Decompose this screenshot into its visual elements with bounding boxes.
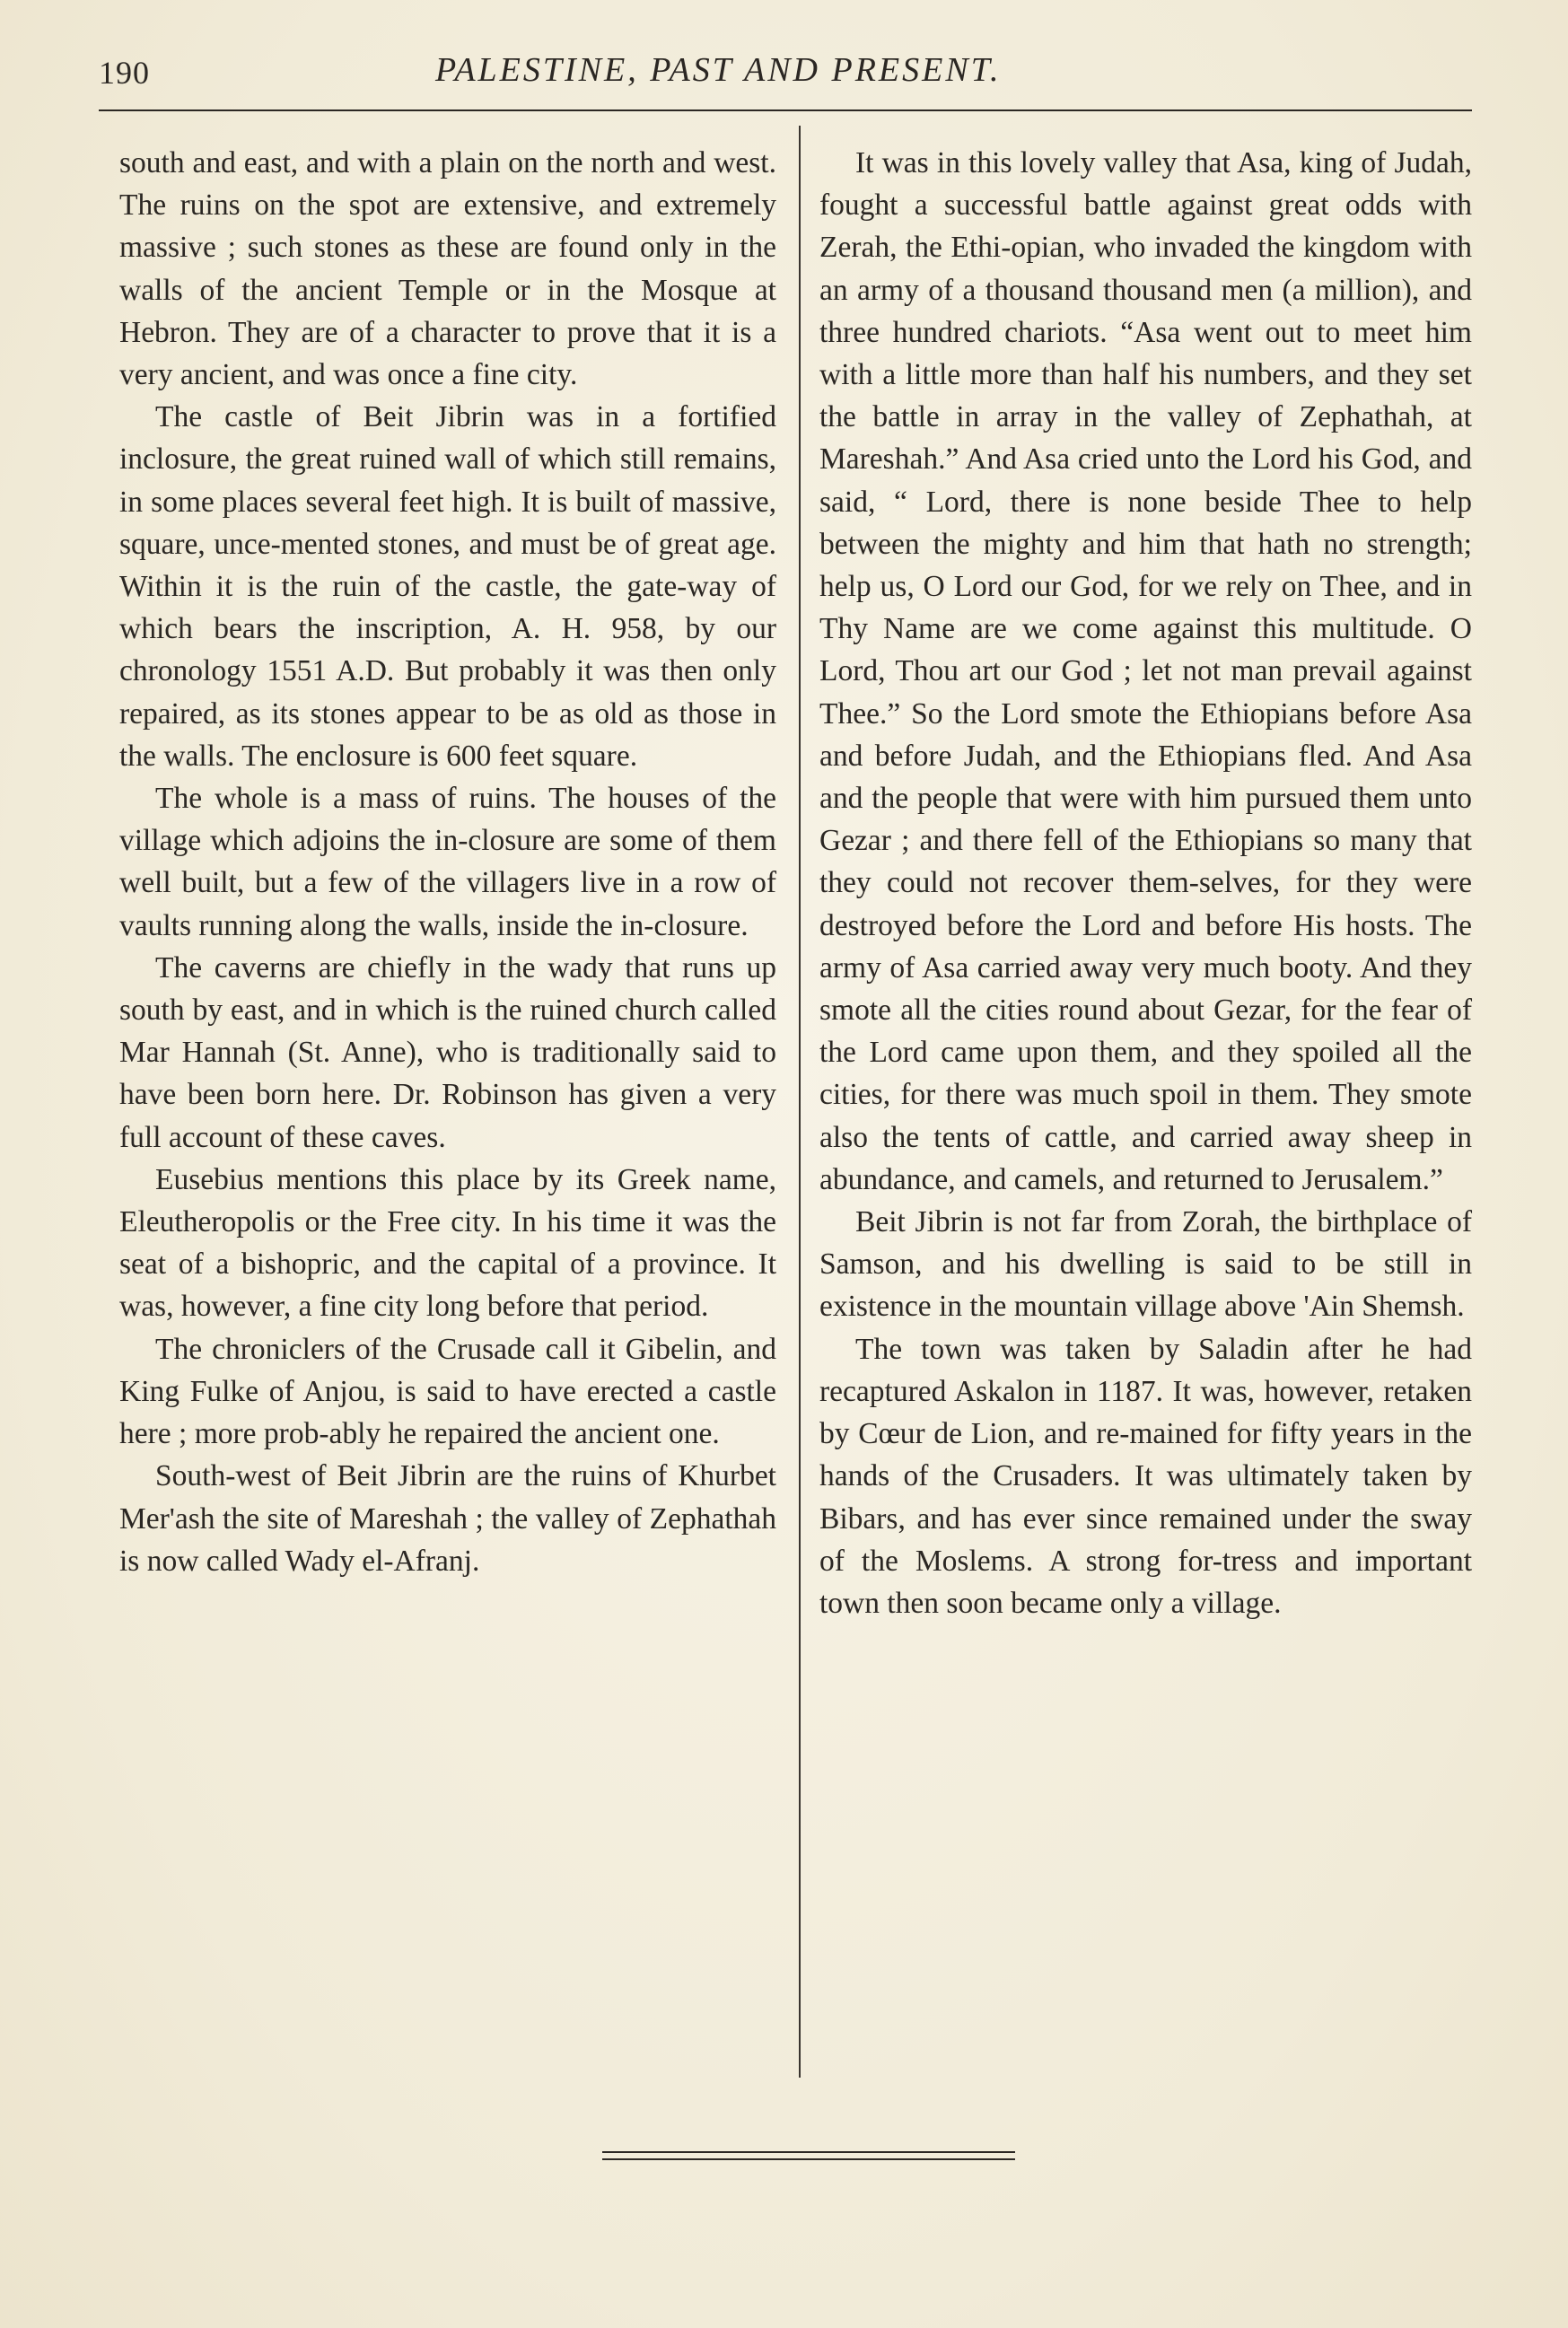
paragraph: south and east, and with a plain on the north and west. The ruins on the spot are extensive, and extremely massive ; such stones as these are found only in the walls of the ancient Temple or in the Mosque at Hebron. They are of a character to prove that it is a very ancient, and was once a fine city. [119, 146, 776, 392]
page-header [99, 50, 1472, 101]
right-column [819, 142, 1472, 1624]
paragraph: It was in this lovely valley that Asa, king of Judah, fought a successful battle against great odds with Zerah, the Ethi-opian, who invaded the kingdom with an army of a thousand thousand men (a million), and three hundred chariots. “Asa went out to meet him with a little more than half his numbers, and they set the battle in array in the valley of Zephathah, at Mareshah.” And Asa cried unto the Lord his God, and said, “ Lord, there is none beside Thee to help between the mighty and him that hath no strength; help us, O Lord our God, for we rely on Thee, and in Thy Name are we come against this multitude. O Lord, Thou art our God ; let not man prevail against Thee.” So the Lord smote the Ethiopians before Asa and before Judah, and the Ethiopians fled. And Asa and the people that were with him pursued them unto Gezar ; and there fell of the Ethiopians so many that they could not recover them-selves, for they were destroyed before the Lord and before His hosts. The army of Asa carried away very much booty. And they smote all the cities round about Gezar, for the fear of the Lord came upon them, and they spoiled all the cities, for there was much spoil in them. They smote also the tents of cattle, and carried away sheep in abundance, and camels, and returned to Jerusalem.” [819, 146, 1472, 1196]
column-divider [799, 126, 801, 2078]
footer-double-rule [602, 2151, 1015, 2160]
paragraph: Eusebius mentions this place by its Greek name, Eleutheropolis or the Free city. In his time it was the seat of a bishopric, and the capital of a province. It was, however, a fine city long before that period. [119, 1162, 776, 1324]
left-column [119, 142, 776, 1582]
paragraph: The town was taken by Saladin after he had recaptured Askalon in 1187. It was, however, retaken by Cœur de Lion, and re-mained for fifty years in the hands of the Crusaders. It was ultimately taken by Bibars, and has ever since remained under the sway of the Moslems. A strong for-tress and important town then soon became only a village. [819, 1332, 1472, 1620]
header-rule [99, 109, 1472, 111]
page-number: 190 [99, 55, 150, 91]
paragraph: South-west of Beit Jibrin are the ruins of Khurbet Mer'ash the site of Mareshah ; the valley of Zephathah is now called Wady el-Afranj. [119, 1459, 776, 1578]
paragraph: The whole is a mass of ruins. The houses of the village which adjoins the in-closure are some of them well built, but a few of the villagers live in a row of vaults running along the walls, inside the in-closure. [119, 782, 776, 942]
paragraph: The castle of Beit Jibrin was in a fortified inclosure, the great ruined wall of which still remains, in some places several feet high. It is built of massive, square, unce-mented stones, and must be of great age. Within it is the ruin of the castle, the gate-way of which bears the inscription, A. H. 958, by our chronology 1551 A.D. But probably it was then only repaired, as its stones appear to be as old as those in the walls. The enclosure is 600 feet square. [119, 400, 776, 773]
running-head: PALESTINE, PAST AND PRESENT. [435, 51, 1002, 89]
paragraph: Beit Jibrin is not far from Zorah, the birthplace of Samson, and his dwelling is said to be still in existence in the mountain village above 'Ain Shemsh. [819, 1205, 1472, 1324]
paragraph: The chroniclers of the Crusade call it Gibelin, and King Fulke of Anjou, is said to have erected a castle here ; more prob-ably he repaired the ancient one. [119, 1332, 776, 1451]
paragraph: The caverns are chiefly in the wady that runs up south by east, and in which is the ruined church called Mar Hannah (St. Anne), who is traditionally said to have been born here. Dr. Robinson has given a very full account of these caves. [119, 950, 776, 1154]
